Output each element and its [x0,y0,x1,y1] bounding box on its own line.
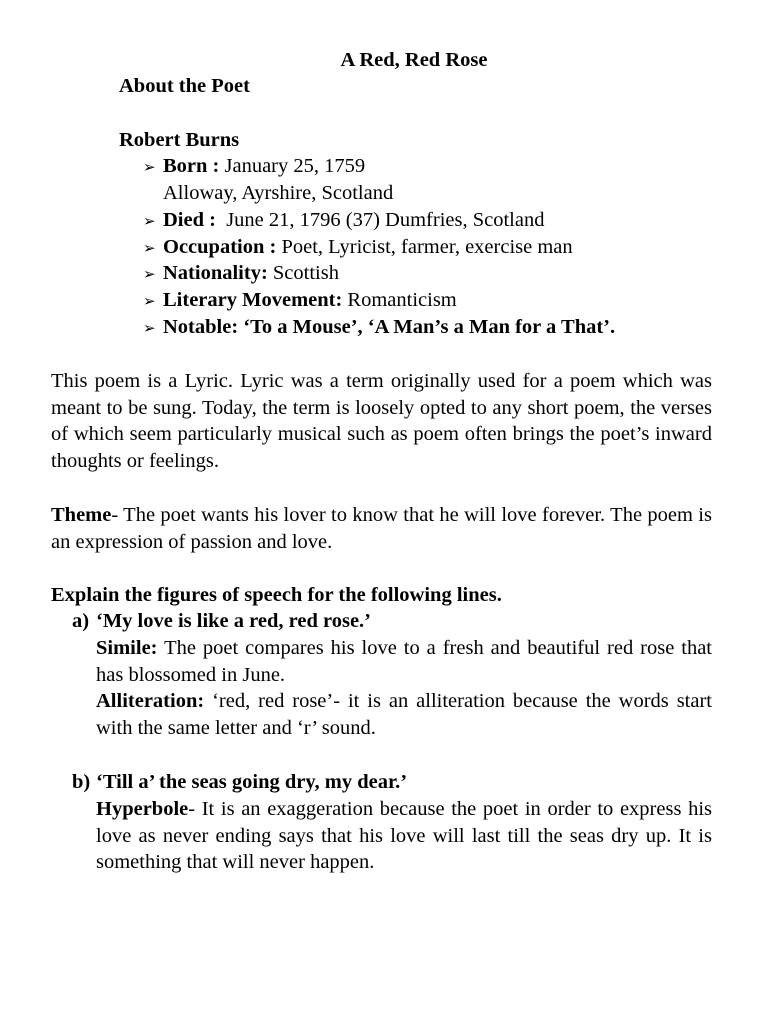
hyperbole-label: Hyperbole [96,798,189,820]
about-heading: About the Poet [119,75,250,97]
document-title: A Red, Red Rose [340,49,488,71]
theme-text: - The poet wants his lover to know that he will love forever. The poem is an expression of passion and love. [51,504,712,553]
bullet-value: Poet, Lyricist, farmer, exercise man [276,236,573,258]
alliteration-text: ‘red, red rose’- it is an alliteration because the words start with the same letter and ‘r’ sound. [96,690,712,739]
bullet-label: Born : [163,155,220,177]
bullet-died [143,207,743,235]
item-a-line [72,608,371,635]
item-a-marker: a) [72,610,90,632]
simile-text: The poet compares his love to a fresh and beautiful red rose that has blossomed in June. [96,637,712,686]
bullet-nationality [143,260,743,288]
item-b-quote: ‘Till a’ the seas going dry, my dear.’ [96,771,408,793]
arrow-bullet-icon: ➢ [143,239,156,257]
arrow-bullet-icon: ➢ [143,319,156,337]
bullet-label: Occupation : [163,236,277,258]
hyperbole-text: - It is an exaggeration because the poet in order to express his love as never ending says that his love will last till the seas dry up. It is something that will never happen. [96,798,712,874]
bullet-value: January 25, 1759 [219,155,366,177]
bullet-label: Nationality: [163,262,268,284]
item-a-quote: ‘My love is like a red, red rose.’ [96,610,371,632]
bullet-born [143,153,743,181]
theme-label: Theme [51,504,112,526]
simile-explanation [96,635,712,688]
figures-heading: Explain the figures of speech for the following lines. [51,584,502,606]
bullet-value: June 21, 1796 (37) Dumfries, Scotland [215,209,545,231]
bullet-label: Notable: ‘To a Mouse’, ‘A Man’s a Man for a That’. [163,316,616,338]
item-b-line [72,769,407,796]
arrow-bullet-icon: ➢ [143,292,156,310]
poet-name: Robert Burns [119,129,240,151]
bullet-label: Died : [163,209,216,231]
arrow-bullet-icon: ➢ [143,158,156,176]
born-place: Alloway, Ayrshire, Scotland [163,182,394,204]
alliteration-explanation [96,688,712,741]
bullet-value: Scottish [267,262,339,284]
bullet-value: Romanticism [342,289,457,311]
hyperbole-explanation [96,796,712,876]
theme-paragraph [51,502,712,555]
bullet-label: Literary Movement: [163,289,343,311]
bullet-literary-movement [143,287,743,315]
arrow-bullet-icon: ➢ [143,212,156,230]
bullet-occupation [143,234,743,262]
item-b-marker: b) [72,771,91,793]
bullet-notable [143,314,743,342]
alliteration-label: Alliteration: [96,690,205,712]
lyric-paragraph: This poem is a Lyric. Lyric was a term originally used for a poem which was meant to be sung. Today, the term is loosely opted to any short poem, the verses of which seem particularly musical such as poem often brings the poet’s inward thoughts or feelings. [51,370,712,472]
simile-label: Simile: [96,637,158,659]
arrow-bullet-icon: ➢ [143,265,156,283]
